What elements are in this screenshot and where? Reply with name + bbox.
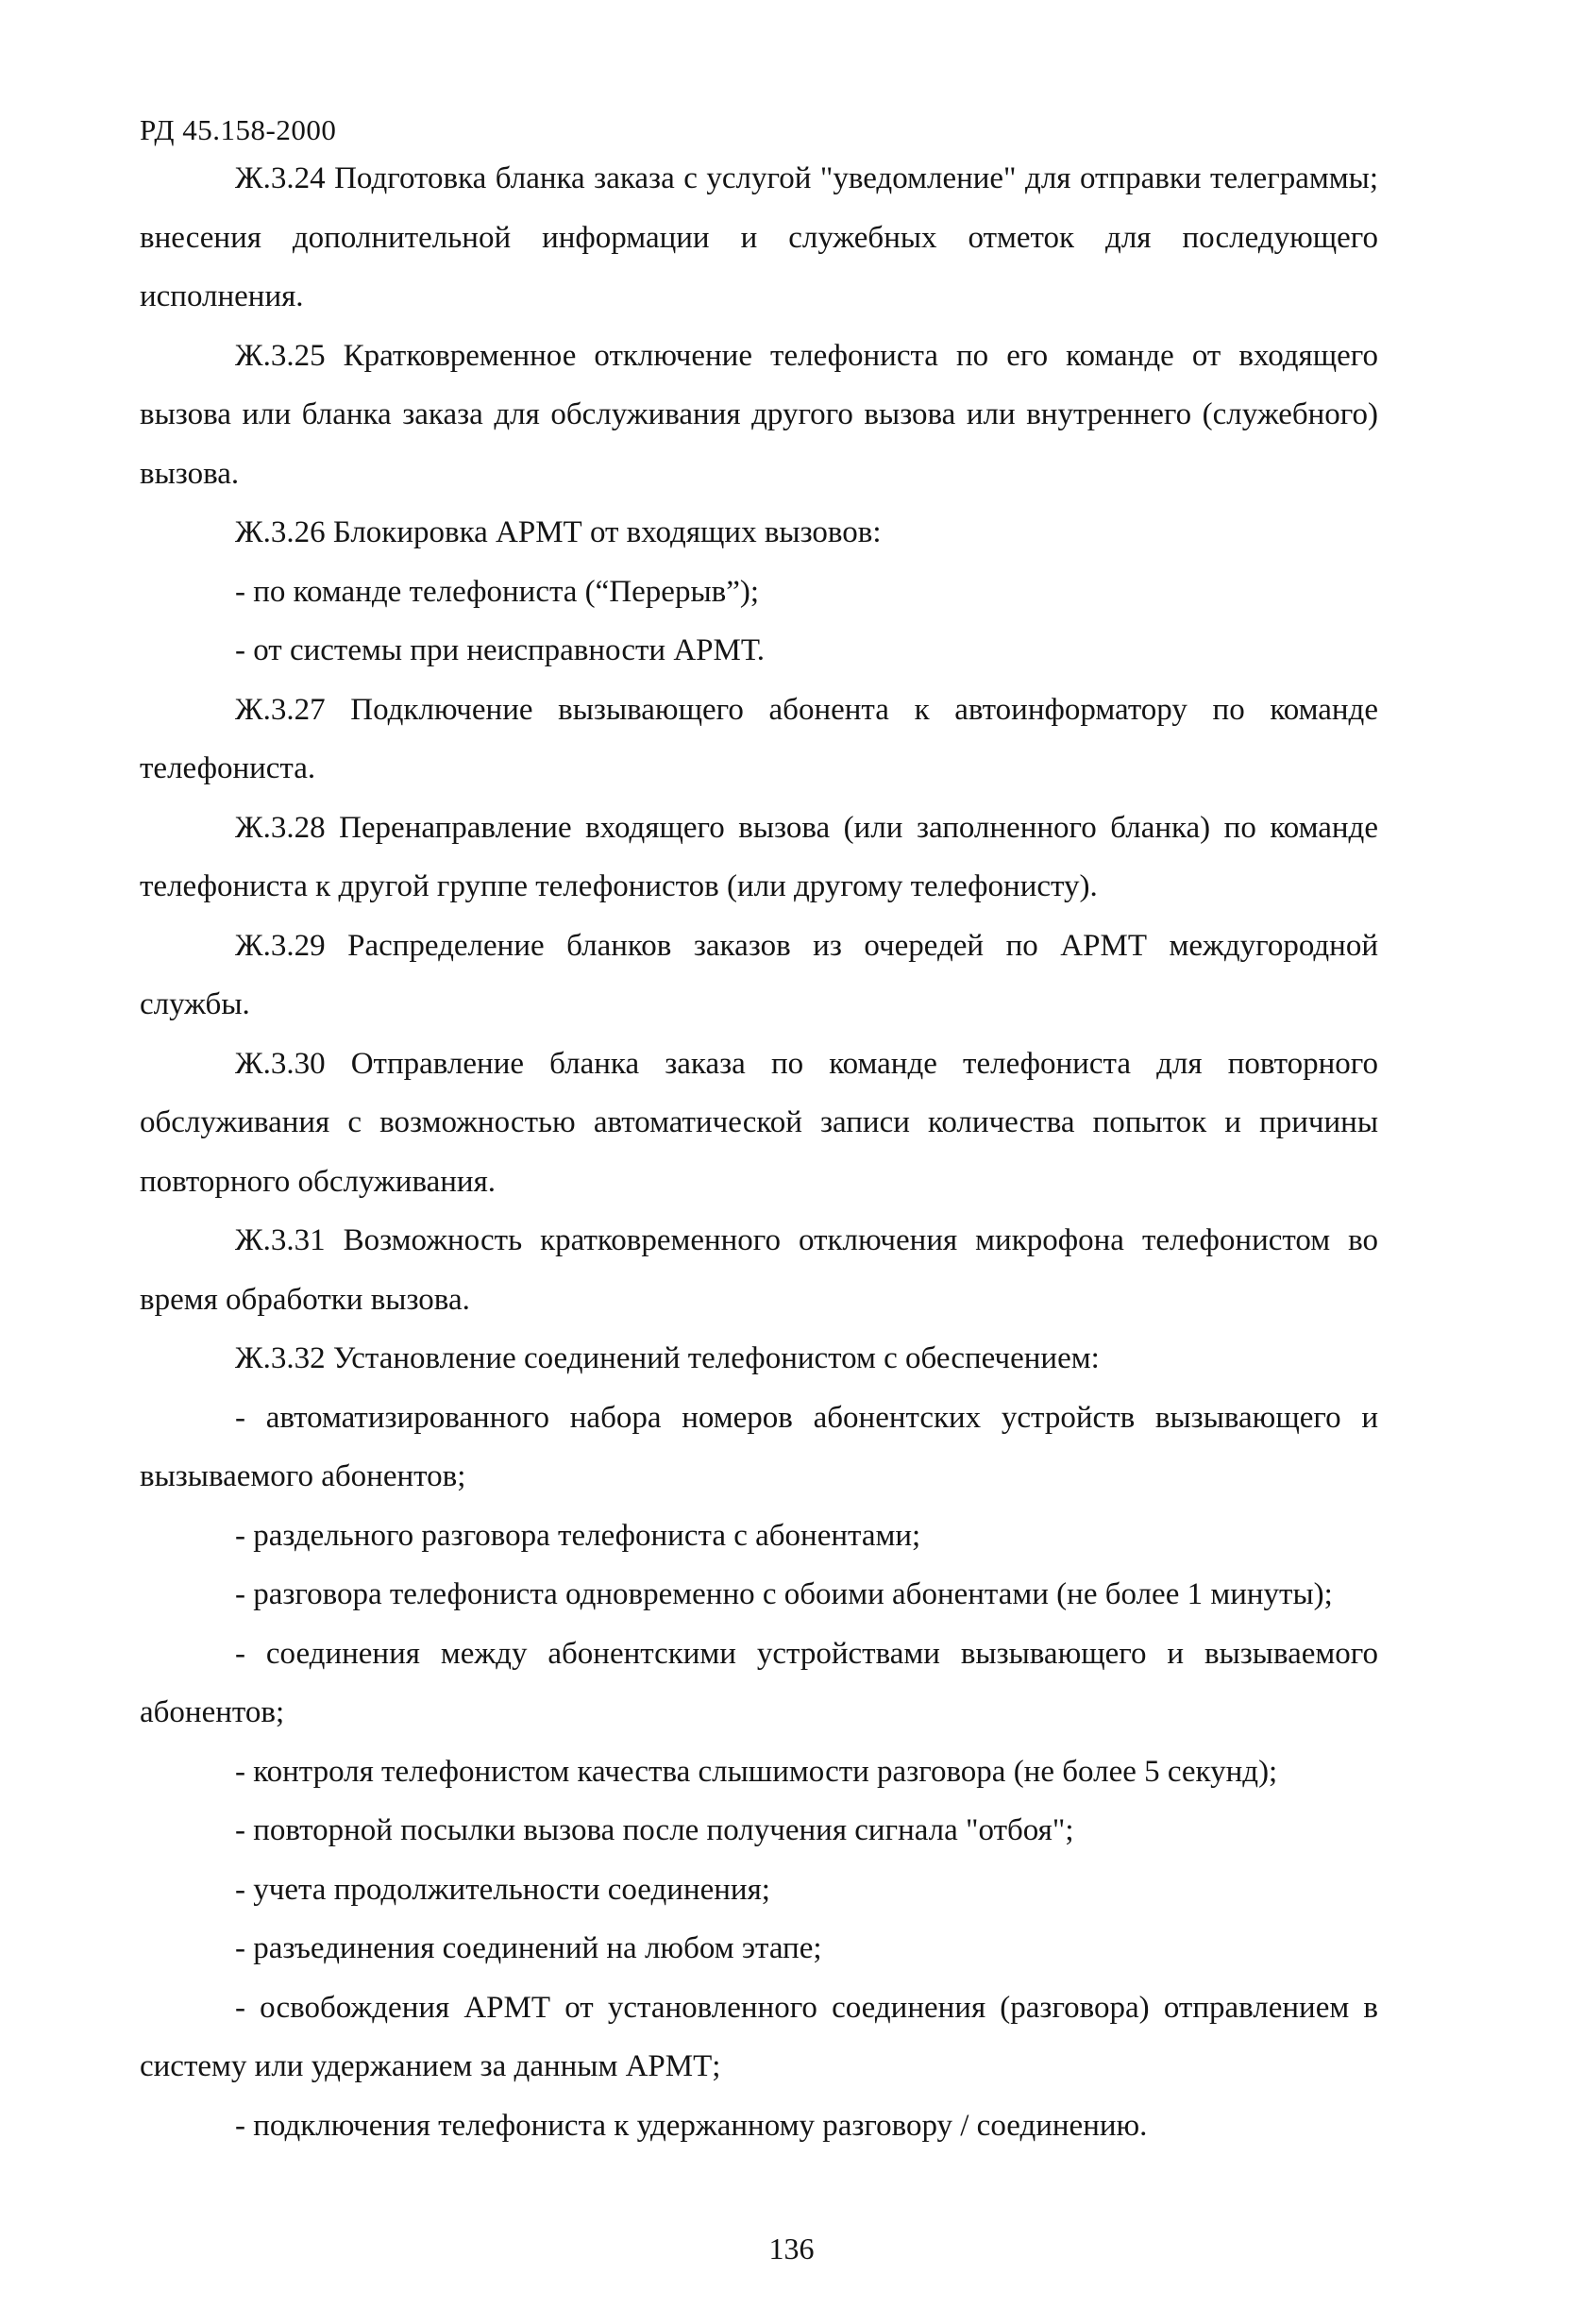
list-item-repeat-call: - повторной посылки вызова после получения сигнала "отбоя"; — [235, 1813, 1074, 1847]
list-item-break-command: - по команде телефониста (“Перерыв”); — [235, 574, 760, 609]
list-item-connection: - соединения между абонентскими устройствами вызывающего и вызываемого абонентов; — [140, 1636, 1378, 1729]
paragraph-zh-3-27: Ж.3.27 Подключение вызывающего абонента к автоинформатору по команде телефониста. — [140, 692, 1378, 785]
paragraph-zh-3-26: Ж.3.26 Блокировка АРМТ от входящих вызовов: — [235, 515, 882, 549]
paragraph-zh-3-24: Ж.3.24 Подготовка бланка заказа с услугой "уведомление" для отправки телеграммы; внесения дополнительной информации и служебных отметок для последующего исполнения. — [140, 161, 1378, 313]
paragraph-zh-3-32: Ж.3.32 Установление соединений телефонистом с обеспечением: — [235, 1341, 1100, 1375]
paragraph-zh-3-28: Ж.3.28 Перенаправление входящего вызова (или заполненного бланка) по команде телефониста к другой группе телефонистов (или другому телефонисту). — [140, 810, 1378, 903]
list-item-separate-talk: - раздельного разговора телефониста с абонентами; — [235, 1518, 921, 1553]
list-item-disconnect: - разъединения соединений на любом этапе; — [235, 1931, 822, 1965]
list-item-joint-talk: - разговора телефониста одновременно с обоими абонентами (не более 1 минуты); — [235, 1577, 1333, 1611]
list-item-duration: - учета продолжительности соединения; — [235, 1872, 770, 1907]
paragraph-zh-3-31: Ж.3.31 Возможность кратковременного отключения микрофона телефонистом во время обработки вызова. — [140, 1223, 1378, 1317]
document-code: РД 45.158-2000 — [140, 113, 337, 146]
paragraph-zh-3-25: Ж.3.25 Кратковременное отключение телефониста по его команде от входящего вызова или бланка заказа для обслуживания другого вызова или внутреннего (служебного) вызова. — [140, 338, 1378, 491]
paragraph-zh-3-30: Ж.3.30 Отправление бланка заказа по команде телефониста для повторного обслуживания с возможностью автоматической записи количества попыток и причины повторного обслуживания. — [140, 1046, 1378, 1199]
list-item-reconnect: - подключения телефониста к удержанному разговору / соединению. — [235, 2108, 1148, 2143]
list-item-release: - освобождения АРМТ от установленного соединения (разговора) отправлением в систему или удержанием за данным АРМТ; — [140, 1990, 1378, 2083]
list-item-quality-control: - контроля телефонистом качества слышимости разговора (не более 5 секунд); — [235, 1754, 1278, 1789]
document-body — [140, 149, 1378, 2155]
page-number: 136 — [768, 2231, 815, 2265]
list-item-system-fault: - от системы при неисправности АРМТ. — [235, 633, 765, 667]
paragraph-zh-3-29: Ж.3.29 Распределение бланков заказов из очередей по АРМТ междугородной службы. — [140, 928, 1378, 1021]
list-item-auto-dialing: - автоматизированного набора номеров абонентских устройств вызывающего и вызываемого абонентов; — [140, 1400, 1378, 1493]
